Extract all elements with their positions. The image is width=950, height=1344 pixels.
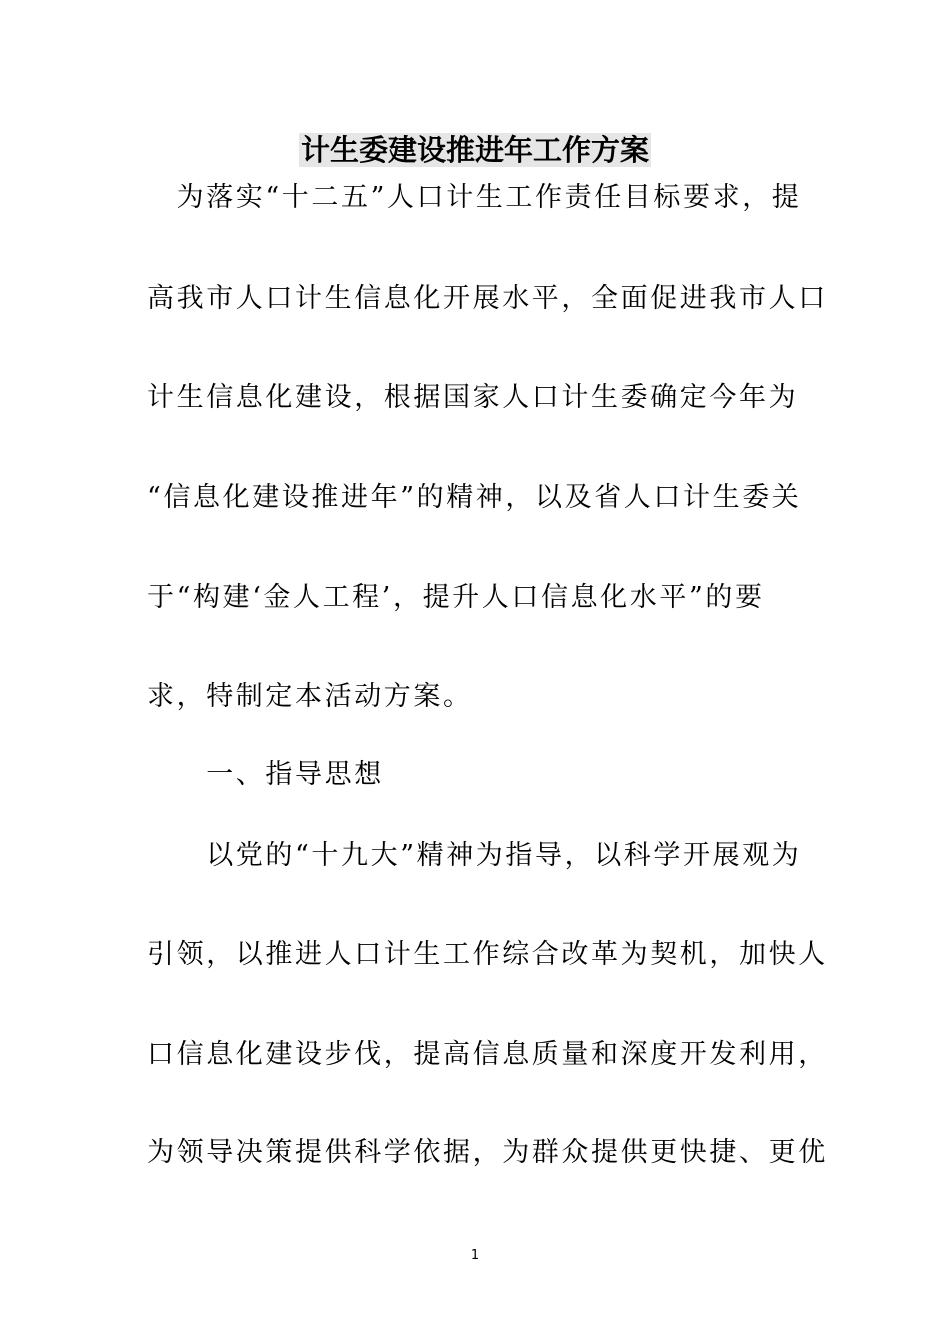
document-title-text: 计生委建设推进年工作方案: [300, 133, 649, 167]
paragraph-line: 计生信息化建设，根据国家人口计生委确定今年为: [147, 382, 799, 413]
paragraph-line: 口信息化建设步伐，提高信息质量和深度开发利用，: [147, 1039, 828, 1070]
paragraph-line: 引领，以推进人口计生工作综合改革为契机，加快人: [147, 939, 828, 970]
page-number: 1: [470, 1248, 480, 1263]
section-heading: 一、指导思想: [147, 759, 384, 790]
paragraph-line: “信息化建设推进年”的精神，以及省人口计生委关: [147, 482, 802, 513]
paragraph-line: 以党的“十九大”精神为指导，以科学开展观为: [147, 840, 802, 871]
paragraph-line: 于“构建‘金人工程’，提升人口信息化水平”的要: [147, 582, 765, 613]
paragraph-line: 为落实“十二五”人口计生工作责任目标要求，提: [147, 182, 802, 213]
paragraph-line: 求，特制定本活动方案。: [147, 681, 473, 712]
paragraph-line: 高我市人口计生信息化开展水平，全面促进我市人口: [147, 283, 828, 314]
document-title: [0, 131, 950, 169]
paragraph-line: 为领导决策提供科学依据，为群众提供更快捷、更优: [147, 1137, 828, 1168]
